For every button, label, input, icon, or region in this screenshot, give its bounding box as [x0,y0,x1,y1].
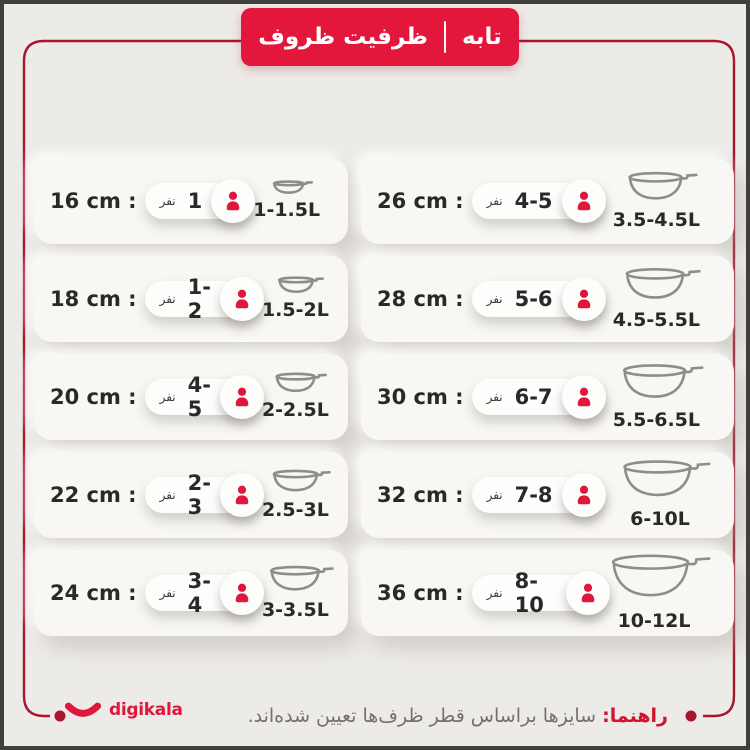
people-pill [145,373,262,421]
pan-icon [623,268,700,306]
people-count: 1-2 [187,275,211,323]
pan-capacity-block [262,373,339,421]
size-card [361,452,734,538]
pan-icon [620,460,710,505]
liters-label: 10-12L [617,610,691,632]
people-unit-label: نفر [486,488,503,502]
size-card [361,550,734,636]
people-count: 4-5 [514,189,553,213]
people-unit-label: نفر [486,390,503,404]
people-pill [472,477,604,513]
people-unit-label: نفر [159,586,176,600]
liters-label: 2-2.5L [261,399,329,421]
person-icon [211,179,255,223]
frame-dot-right [686,711,697,722]
liters-label: 2.5-3L [261,498,329,521]
pan-icon [271,470,330,496]
pan-icon [268,566,333,596]
people-pill [472,183,604,219]
people-unit-label: نفر [159,292,176,306]
size-card [361,158,734,244]
note-label: راهنما: [602,705,668,727]
people-count: 8-10 [514,569,544,617]
header-badge [241,8,519,66]
liters-label: 5.5-6.5L [612,408,700,431]
person-icon [562,375,606,419]
size-label: 18 cm : [50,287,137,311]
size-card [361,256,734,342]
person-icon [566,571,610,615]
person-icon [562,277,606,321]
pan-capacity-block [613,172,710,231]
people-count: 2-3 [187,471,211,519]
pan-capacity-block [613,268,710,331]
pan-capacity-block [262,566,339,621]
brand-name: digikala [109,700,183,720]
liters-label: 6-10L [630,508,690,530]
people-unit-label: نفر [159,390,176,404]
column-left [34,158,348,636]
column-right [361,158,734,636]
size-card [361,354,734,440]
pan-capacity-block [262,277,339,321]
size-label: 20 cm : [50,385,137,409]
people-pill [145,183,254,219]
badge-divider [444,21,446,53]
people-pill [145,569,262,617]
people-pill [472,379,604,415]
people-count: 4-5 [187,373,211,421]
pan-icon [277,277,323,296]
pan-capacity-block [262,470,339,521]
size-card [34,550,348,636]
people-count: 6-7 [514,385,553,409]
people-pill [472,281,604,317]
badge-title-capacity: ظرفیت ظروف [258,24,428,50]
liters-label: 4.5-5.5L [612,308,700,331]
liters-label: 1-1.5L [253,199,321,221]
digikala-logo [64,700,183,720]
people-unit-label: نفر [486,194,503,208]
people-unit-label: نفر [159,194,176,208]
person-icon [220,277,264,321]
liters-label: 3.5-4.5L [612,208,700,231]
people-count: 7-8 [514,483,553,507]
liters-label: 1.5-2L [261,299,329,321]
note-text: سایزها براساس قطر ظرف‌ها تعیین شده‌اند. [247,705,597,727]
pan-icon [608,554,710,607]
size-card [34,256,348,342]
people-unit-label: نفر [486,292,503,306]
size-label: 16 cm : [50,189,137,213]
person-icon [562,473,606,517]
pan-icon [620,364,703,406]
pan-capacity-block [613,364,710,431]
pan-capacity-block [620,460,710,530]
people-pill [145,471,262,519]
pan-capacity-block [253,181,330,221]
size-label: 26 cm : [377,189,464,213]
person-icon [220,375,264,419]
person-icon [220,571,264,615]
person-icon [220,473,264,517]
footer-note [248,705,668,727]
size-card [34,158,348,244]
size-label: 32 cm : [377,483,464,507]
size-card [34,452,348,538]
size-label: 36 cm : [377,581,464,605]
people-unit-label: نفر [486,586,503,600]
people-count: 3-4 [187,569,211,617]
people-count: 5-6 [514,287,553,311]
size-label: 28 cm : [377,287,464,311]
size-label: 30 cm : [377,385,464,409]
pan-icon [272,181,312,196]
size-label: 22 cm : [50,483,137,507]
person-icon [562,179,606,223]
people-pill [145,275,262,323]
pan-capacity-block [608,554,710,632]
pan-icon [274,373,326,396]
size-card [34,354,348,440]
people-pill [472,569,608,617]
size-label: 24 cm : [50,581,137,605]
people-count: 1 [187,189,203,213]
badge-title-category: تابه [461,24,502,50]
liters-label: 3-3.5L [261,598,329,621]
digikala-smile-icon [64,702,102,719]
pan-icon [626,172,697,206]
people-unit-label: نفر [159,488,176,502]
